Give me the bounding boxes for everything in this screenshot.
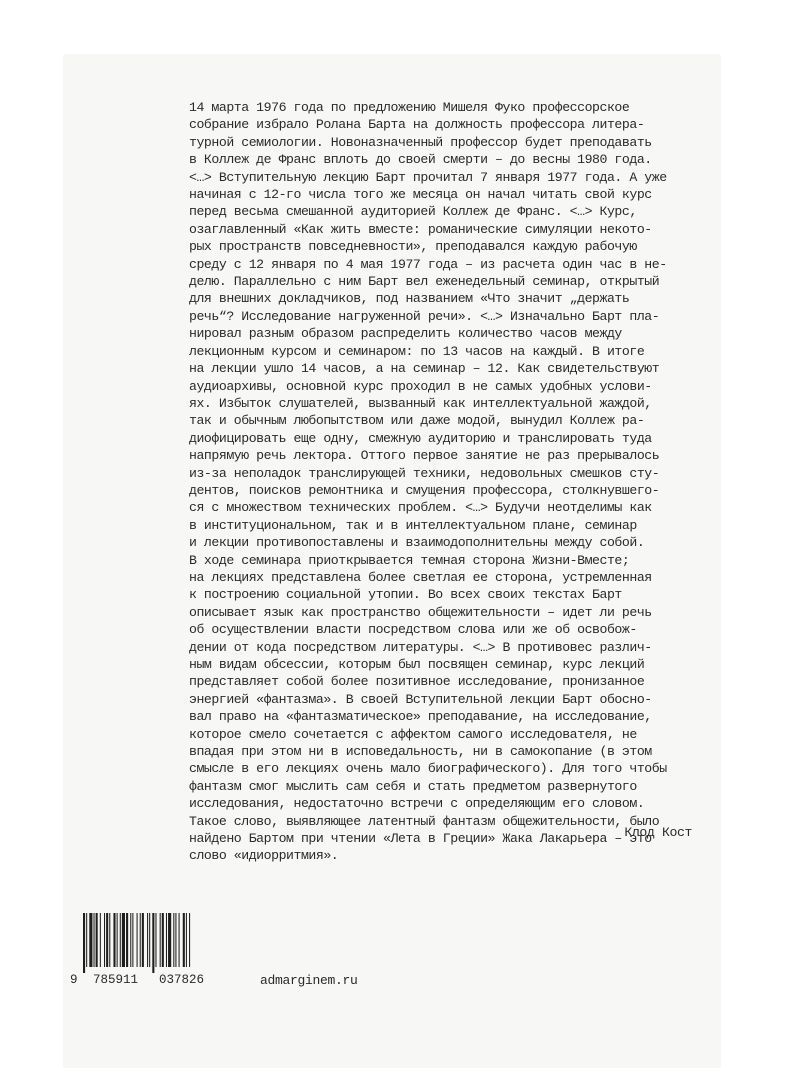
- text-line: нировал разным образом распределить количество часов между: [189, 326, 622, 342]
- text-line: в институциональном, так и в интеллектуальном плане, семинар: [189, 517, 637, 533]
- text-line: на лекциях представлена более светлая ее сторона, устремленная: [189, 569, 652, 585]
- text-line: и лекции противопоставлены и взаимодополнительны между собой.: [189, 535, 645, 551]
- barcode-bar: [106, 913, 108, 967]
- text-line: дении от кода посредством литературы. <…> В противовес различ-: [189, 639, 652, 655]
- barcode-bar: [160, 913, 161, 967]
- text-line: озаглавленный «Как жить вместе: романические симуляции некото-: [189, 221, 652, 237]
- barcode-bar: [155, 913, 156, 967]
- barcode-bar: [117, 913, 118, 967]
- barcode-bar: [130, 913, 131, 967]
- text-line: так и обычным любопытством или даже модой, вынудил Коллеж ра-: [189, 413, 645, 429]
- barcode-bar: [96, 913, 98, 967]
- text-line: в Коллеж де Франс вплоть до своей смерти – до весны 1980 года.: [189, 152, 652, 168]
- barcode-bar: [140, 913, 141, 967]
- text-line: к построению социальной утопии. Во всех своих текстах Барт: [189, 587, 622, 603]
- text-line: вал право на «фантазматическое» преподавание, на исследование,: [189, 709, 652, 725]
- text-line: 14 марта 1976 года по предложению Мишеля Фуко профессорское: [189, 100, 630, 115]
- isbn-group-2: 037826: [159, 973, 205, 987]
- text-line: напрямую речь лектора. Оттого первое занятие не раз прерывалось: [189, 448, 660, 464]
- barcode-bar: [83, 913, 85, 973]
- barcode-bar: [168, 913, 171, 967]
- text-line: Такое слово, выявляющее латентный фантазм общежительности, было: [189, 813, 660, 829]
- back-cover-text: [189, 99, 689, 865]
- text-line: представляет собой более позитивное исследование, пронизанное: [189, 674, 645, 690]
- text-line: В ходе семинара приоткрывается темная сторона Жизни-Вместе;: [189, 552, 630, 568]
- text-line: описывает язык как пространство общежительности – идет ли речь: [189, 604, 652, 620]
- barcode-bar: [120, 913, 121, 967]
- text-line: среду с 12 января по 4 мая 1977 года – из расчета один час в не-: [189, 256, 667, 272]
- text-line: об осуществлении власти посредством слова или же об освобож-: [189, 622, 637, 638]
- barcode-bar: [126, 913, 128, 967]
- barcode-bar: [175, 913, 176, 967]
- barcode-bar: [137, 913, 138, 967]
- barcode-bar: [173, 913, 174, 967]
- barcode-bar: [132, 913, 133, 967]
- isbn-first-digit: 9: [70, 973, 78, 987]
- barcode-bar: [100, 913, 101, 967]
- text-line: дентов, поисков ремонтника и смущения профессора, столкнувшего-: [189, 482, 660, 498]
- text-line: ся с множеством технических проблем. <…> Будучи неотделимы как: [189, 500, 652, 516]
- text-line: энергией «фантазма». В своей Вступительной лекции Барт обосно-: [189, 691, 652, 707]
- text-line: лекционным курсом и семинаром: по 13 часов на каждый. В итоге: [189, 343, 645, 359]
- text-line: начиная с 12-го числа того же месяца он начал читать свой курс: [189, 187, 652, 203]
- barcode-bars: [83, 913, 223, 973]
- barcode-bar: [94, 913, 95, 967]
- publisher-website: admarginem.ru: [260, 973, 358, 988]
- text-line: для внешних докладчиков, под названием «Что значит „держать: [189, 291, 630, 307]
- barcode-bar: [152, 913, 154, 973]
- text-line: из-за неполадок транслирующей техники, недовольных смешков сту-: [189, 465, 660, 481]
- text-line: турной семиологии. Новоназначенный профессор будет преподавать: [189, 134, 652, 150]
- text-line: слово «идиорритмия».: [189, 848, 339, 864]
- barcode-bar: [189, 913, 190, 967]
- text-line: делю. Параллельно с ним Барт вел еженедельный семинар, открытый: [189, 274, 660, 290]
- isbn-barcode: [70, 913, 223, 993]
- barcode-bar: [149, 913, 150, 967]
- text-line: ным видам обсессии, которым был посвящен семинар, курс лекций: [189, 657, 645, 672]
- barcode-bar: [89, 913, 92, 967]
- text-line: рых пространств повседневности», преподавался каждую рабочую: [189, 239, 637, 255]
- text-line: речь“? Исследование нагруженной речи». <…> Изначально Барт пла-: [189, 308, 660, 324]
- text-line: которое смело сочетается с аффектом самого исследователя, не: [189, 726, 637, 742]
- text-line: на лекции ушло 14 часов, а на семинар – 12. Как свидетельствуют: [189, 361, 660, 377]
- isbn-digits: [70, 973, 223, 1043]
- barcode-bar: [183, 913, 185, 967]
- barcode-bar: [166, 913, 167, 967]
- text-line: собрание избрало Ролана Барта на должность профессора литера-: [189, 117, 645, 133]
- barcode-bar: [113, 913, 115, 967]
- text-line: ях. Избыток слушателей, вызванный как интеллектуальной жаждой,: [189, 395, 652, 411]
- text-line: <…> Вступительную лекцию Барт прочитал 7 января 1977 года. А уже: [189, 169, 667, 185]
- text-line: найдено Бартом при чтении «Лета в Греции» Жака Лакарьера – это: [189, 831, 652, 847]
- text-line: исследования, недостаточно встречи с определяющим его словом.: [189, 796, 645, 812]
- text-line: диофицировать еще одну, смежную аудиторию и транслировать туда: [189, 430, 652, 446]
- barcode-bar: [122, 913, 125, 967]
- author-signature: Клод Кост: [624, 825, 692, 840]
- barcode-bar: [179, 913, 180, 967]
- barcode-bar: [86, 913, 87, 967]
- barcode-bar: [186, 913, 187, 967]
- barcode-bar: [147, 913, 148, 967]
- barcode-bar: [142, 913, 144, 967]
- barcode-bar: [104, 913, 105, 967]
- text-line: перед весьма смешанной аудиторией Коллеж де Франс. <…> Курс,: [189, 204, 637, 220]
- isbn-group-1: 785911: [93, 973, 139, 987]
- text-line: смысле в его лекциях очень мало биографического). Для того чтобы: [189, 761, 667, 777]
- text-line: аудиоархивы, основной курс проходил в не самых удобных услови-: [189, 378, 652, 394]
- barcode-bar: [162, 913, 164, 967]
- text-line: фантазм смог мыслить сам себя и стать предметом развернутого: [189, 778, 637, 794]
- text-line: впадая при этом ни в исповедальность, ни в самокопание (в этом: [189, 744, 652, 760]
- barcode-bar: [109, 913, 110, 967]
